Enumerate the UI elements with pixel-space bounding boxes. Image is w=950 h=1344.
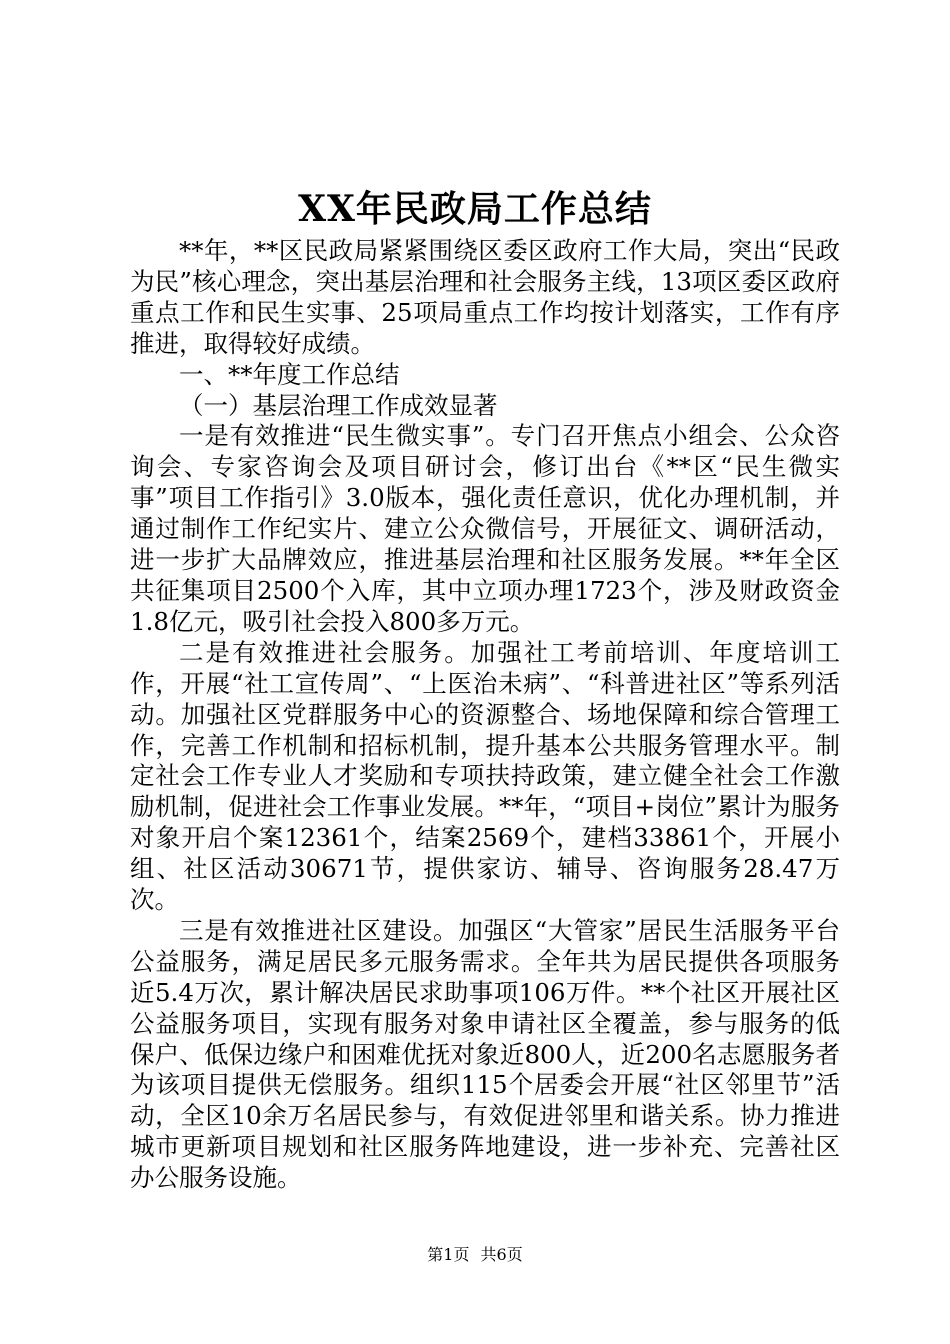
section-heading: 一、**年度工作总结 xyxy=(179,359,400,389)
page-number: 第1页 xyxy=(427,1245,470,1264)
document-body xyxy=(130,236,840,1194)
page-footer xyxy=(0,1244,950,1266)
page-total: 共6页 xyxy=(480,1245,523,1264)
document-title: XX年民政局工作总结 xyxy=(298,188,652,230)
body-paragraph: 一是有效推进“民生微实事”。专门召开焦点小组会、公众咨询会、专家咨询会及项目研讨会，修订出台《**区“民生微实事”项目工作指引》3.0版本，强化责任意识，优化办理机制，并通过制作工作纪实片、建立公众微信号，开展征文、调研活动，进一步扩大品牌效应，推进基层治理和社区服务发展。**年全区共征集项目2500个入库，其中立项办理1723个，涉及财政资金1.8亿元，吸引社会投入800多万元。 xyxy=(130,421,840,636)
intro-paragraph: **年，**区民政局紧紧围绕区委区政府工作大局，突出“民政为民”核心理念，突出基层治理和社会服务主线，13项区委区政府重点工作和民生实事、25项局重点工作均按计划落实，工作有序推进，取得较好成绩。 xyxy=(130,236,840,358)
body-paragraph: 三是有效推进社区建设。加强区“大管家”居民生活服务平台公益服务，满足居民多元服务需求。全年共为居民提供各项服务近5.4万次，累计解决居民求助事项106万件。**个社区开展社区公益服务项目，实现有服务对象申请社区全覆盖，参与服务的低保户、低保边缘户和困难优抚对象近800人，近200名志愿服务者为该项目提供无偿服务。组织115个居委会开展“社区邻里节”活动，全区10余万名居民参与，有效促进邻里和谐关系。协力推进城市更新项目规划和社区服务阵地建设，进一步补充、完善社区办公服务设施。 xyxy=(130,915,840,1193)
body-paragraph: 二是有效推进社会服务。加强社工考前培训、年度培训工作，开展“社工宣传周”、“上医治未病”、“科普进社区”等系列活动。加强社区党群服务中心的资源整合、场地保障和综合管理工作，完善工作机制和招标机制，提升基本公共服务管理水平。制定社会工作专业人才奖励和专项扶持政策，建立健全社会工作激励机制，促进社会工作事业发展。**年，“项目+岗位”累计为服务对象开启个案12361个，结案2569个，建档33861个，开展小组、社区活动30671节，提供家访、辅导、咨询服务28.47万次。 xyxy=(130,637,840,915)
subsection-heading: （一）基层治理工作成效显著 xyxy=(179,390,498,420)
